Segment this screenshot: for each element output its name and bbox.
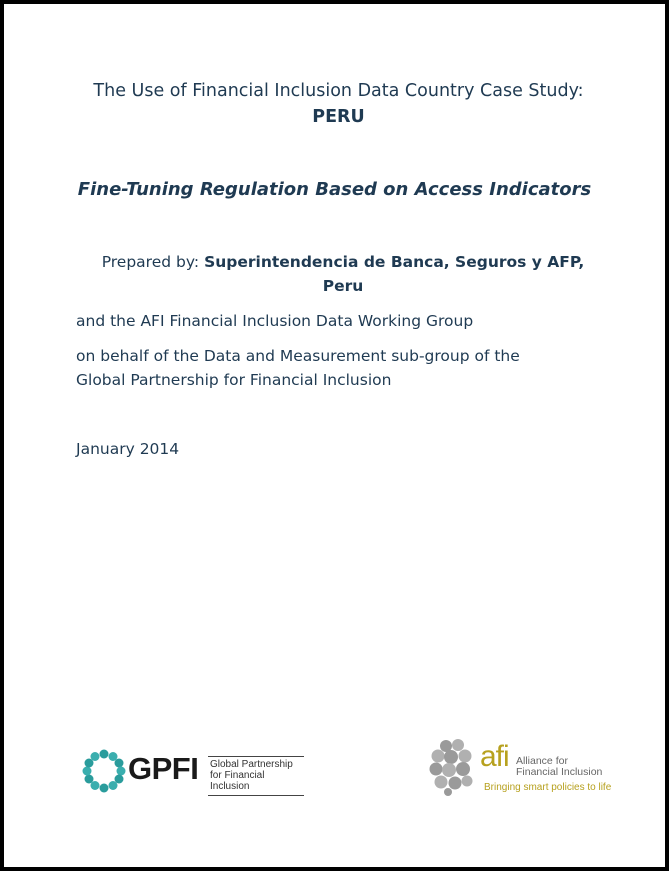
gpfi-logo (80, 748, 310, 794)
afi-tagline: Bringing smart policies to life (484, 782, 612, 793)
publication-date: January 2014 (76, 440, 180, 458)
afi-wordmark: afi (480, 740, 509, 773)
document-title (4, 78, 669, 130)
working-group-line: and the AFI Financial Inclusion Data Working Group (76, 312, 474, 330)
document-subtitle: Fine-Tuning Regulation Based on Access Indicators (77, 179, 592, 200)
gpfi-wordmark: GPFI (128, 751, 199, 786)
afi-logo (428, 738, 612, 798)
gpfi-name-line-1: Global Partnership (210, 759, 293, 770)
afi-name-line-2: Financial Inclusion (516, 766, 603, 778)
afi-name-line-1: Alliance for (516, 755, 568, 767)
title-line-1: The Use of Financial Inclusion Data Country Case Study: (93, 81, 584, 101)
prepared-label: Prepared by: (101, 253, 205, 271)
gpfi-name-line-2: for Financial Inclusion (210, 770, 265, 792)
gpfi-ring-icon (82, 749, 126, 793)
on-behalf-line-2: Global Partnership for Financial Inclusion (76, 371, 392, 389)
afi-brain-icon (428, 738, 478, 796)
prepared-by (88, 250, 598, 298)
afi-full-name (516, 756, 602, 778)
on-behalf-text (76, 344, 520, 392)
gpfi-full-name (208, 756, 304, 796)
on-behalf-line-1: on behalf of the Data and Measurement sub-group of the (76, 347, 520, 365)
prepared-org: Superintendencia de Banca, Seguros y AFP, Peru (204, 253, 585, 295)
title-country: PERU (312, 107, 365, 127)
